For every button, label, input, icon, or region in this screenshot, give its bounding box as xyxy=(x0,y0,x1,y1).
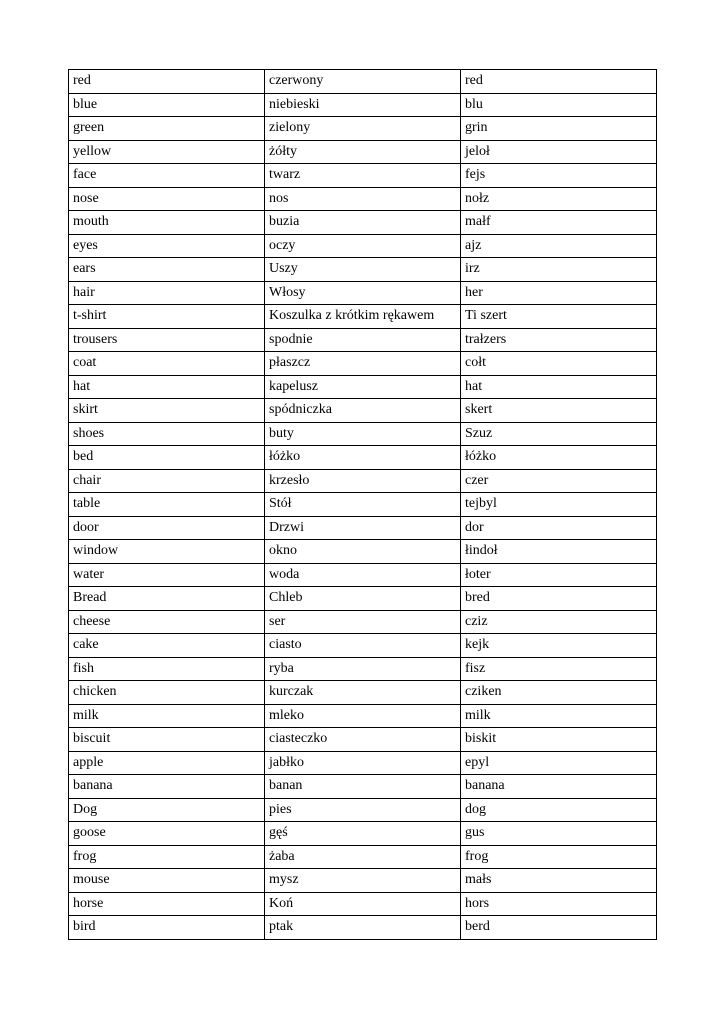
table-row xyxy=(69,845,657,869)
english-word-cell: water xyxy=(69,563,265,587)
english-word-cell: cake xyxy=(69,634,265,658)
polish-translation-cell: kapelusz xyxy=(265,375,461,399)
pronunciation-cell: ajz xyxy=(461,234,657,258)
polish-translation-cell: mleko xyxy=(265,704,461,728)
english-word-cell: coat xyxy=(69,352,265,376)
pronunciation-cell: grin xyxy=(461,117,657,141)
table-row xyxy=(69,728,657,752)
polish-translation-cell: zielony xyxy=(265,117,461,141)
polish-translation-cell: Chleb xyxy=(265,587,461,611)
polish-translation-cell: woda xyxy=(265,563,461,587)
polish-translation-cell: kurczak xyxy=(265,681,461,705)
polish-translation-cell: gęś xyxy=(265,822,461,846)
pronunciation-cell: cziz xyxy=(461,610,657,634)
table-row xyxy=(69,634,657,658)
pronunciation-cell: frog xyxy=(461,845,657,869)
pronunciation-cell: małs xyxy=(461,869,657,893)
vocabulary-table xyxy=(68,69,657,940)
polish-translation-cell: ryba xyxy=(265,657,461,681)
table-row xyxy=(69,211,657,235)
table-row xyxy=(69,352,657,376)
pronunciation-cell: bred xyxy=(461,587,657,611)
table-row xyxy=(69,469,657,493)
english-word-cell: t-shirt xyxy=(69,305,265,329)
table-row xyxy=(69,258,657,282)
pronunciation-cell: dor xyxy=(461,516,657,540)
polish-translation-cell: mysz xyxy=(265,869,461,893)
pronunciation-cell: blu xyxy=(461,93,657,117)
pronunciation-cell: banana xyxy=(461,775,657,799)
english-word-cell: trousers xyxy=(69,328,265,352)
polish-translation-cell: ser xyxy=(265,610,461,634)
english-word-cell: horse xyxy=(69,892,265,916)
polish-translation-cell: Stół xyxy=(265,493,461,517)
pronunciation-cell: trałzers xyxy=(461,328,657,352)
pronunciation-cell: red xyxy=(461,70,657,94)
pronunciation-cell: jelοł xyxy=(461,140,657,164)
table-row xyxy=(69,70,657,94)
table-row xyxy=(69,869,657,893)
pronunciation-cell: skert xyxy=(461,399,657,423)
polish-translation-cell: żaba xyxy=(265,845,461,869)
pronunciation-cell: łóżko xyxy=(461,446,657,470)
table-row xyxy=(69,93,657,117)
polish-translation-cell: spódniczka xyxy=(265,399,461,423)
pronunciation-cell: tejbyl xyxy=(461,493,657,517)
english-word-cell: fish xyxy=(69,657,265,681)
polish-translation-cell: banan xyxy=(265,775,461,799)
pronunciation-cell: irz xyxy=(461,258,657,282)
table-row xyxy=(69,916,657,940)
table-row xyxy=(69,164,657,188)
pronunciation-cell: kejk xyxy=(461,634,657,658)
english-word-cell: blue xyxy=(69,93,265,117)
polish-translation-cell: Drzwi xyxy=(265,516,461,540)
polish-translation-cell: jabłko xyxy=(265,751,461,775)
pronunciation-cell: her xyxy=(461,281,657,305)
english-word-cell: window xyxy=(69,540,265,564)
table-row xyxy=(69,375,657,399)
polish-translation-cell: Włosy xyxy=(265,281,461,305)
table-row xyxy=(69,399,657,423)
table-row xyxy=(69,187,657,211)
polish-translation-cell: buzia xyxy=(265,211,461,235)
pronunciation-cell: łoter xyxy=(461,563,657,587)
pronunciation-cell: małf xyxy=(461,211,657,235)
english-word-cell: apple xyxy=(69,751,265,775)
table-row xyxy=(69,493,657,517)
pronunciation-cell: biskit xyxy=(461,728,657,752)
english-word-cell: hair xyxy=(69,281,265,305)
polish-translation-cell: Uszy xyxy=(265,258,461,282)
polish-translation-cell: Koszulka z krótkim rękawem xyxy=(265,305,461,329)
english-word-cell: red xyxy=(69,70,265,94)
pronunciation-cell: cziken xyxy=(461,681,657,705)
polish-translation-cell: ptak xyxy=(265,916,461,940)
english-word-cell: mouse xyxy=(69,869,265,893)
pronunciation-cell: berd xyxy=(461,916,657,940)
english-word-cell: chicken xyxy=(69,681,265,705)
table-row xyxy=(69,446,657,470)
table-row xyxy=(69,234,657,258)
polish-translation-cell: okno xyxy=(265,540,461,564)
table-row xyxy=(69,822,657,846)
table-row xyxy=(69,540,657,564)
pronunciation-cell: fejs xyxy=(461,164,657,188)
pronunciation-cell: hat xyxy=(461,375,657,399)
table-row xyxy=(69,751,657,775)
english-word-cell: chair xyxy=(69,469,265,493)
english-word-cell: Dog xyxy=(69,798,265,822)
polish-translation-cell: nos xyxy=(265,187,461,211)
english-word-cell: nose xyxy=(69,187,265,211)
table-row xyxy=(69,422,657,446)
pronunciation-cell: milk xyxy=(461,704,657,728)
table-row xyxy=(69,516,657,540)
polish-translation-cell: ciasteczko xyxy=(265,728,461,752)
pronunciation-cell: fisz xyxy=(461,657,657,681)
table-row xyxy=(69,775,657,799)
english-word-cell: mouth xyxy=(69,211,265,235)
english-word-cell: hat xyxy=(69,375,265,399)
pronunciation-cell: dog xyxy=(461,798,657,822)
english-word-cell: green xyxy=(69,117,265,141)
english-word-cell: cheese xyxy=(69,610,265,634)
english-word-cell: frog xyxy=(69,845,265,869)
english-word-cell: face xyxy=(69,164,265,188)
pronunciation-cell: hors xyxy=(461,892,657,916)
english-word-cell: bed xyxy=(69,446,265,470)
polish-translation-cell: spodnie xyxy=(265,328,461,352)
english-word-cell: biscuit xyxy=(69,728,265,752)
pronunciation-cell: nołz xyxy=(461,187,657,211)
table-row xyxy=(69,892,657,916)
english-word-cell: door xyxy=(69,516,265,540)
english-word-cell: eyes xyxy=(69,234,265,258)
table-row xyxy=(69,305,657,329)
english-word-cell: shoes xyxy=(69,422,265,446)
polish-translation-cell: oczy xyxy=(265,234,461,258)
english-word-cell: goose xyxy=(69,822,265,846)
table-row xyxy=(69,563,657,587)
table-row xyxy=(69,610,657,634)
polish-translation-cell: Koń xyxy=(265,892,461,916)
polish-translation-cell: twarz xyxy=(265,164,461,188)
english-word-cell: yellow xyxy=(69,140,265,164)
polish-translation-cell: czerwony xyxy=(265,70,461,94)
pronunciation-cell: cołt xyxy=(461,352,657,376)
english-word-cell: table xyxy=(69,493,265,517)
table-row xyxy=(69,657,657,681)
table-row xyxy=(69,281,657,305)
polish-translation-cell: buty xyxy=(265,422,461,446)
pronunciation-cell: epyl xyxy=(461,751,657,775)
polish-translation-cell: niebieski xyxy=(265,93,461,117)
table-row xyxy=(69,140,657,164)
table-row xyxy=(69,798,657,822)
english-word-cell: skirt xyxy=(69,399,265,423)
vocabulary-table-body xyxy=(69,70,657,940)
english-word-cell: Bread xyxy=(69,587,265,611)
polish-translation-cell: płaszcz xyxy=(265,352,461,376)
polish-translation-cell: ciasto xyxy=(265,634,461,658)
table-row xyxy=(69,328,657,352)
pronunciation-cell: łindoł xyxy=(461,540,657,564)
english-word-cell: banana xyxy=(69,775,265,799)
polish-translation-cell: pies xyxy=(265,798,461,822)
english-word-cell: bird xyxy=(69,916,265,940)
table-row xyxy=(69,681,657,705)
polish-translation-cell: łóżko xyxy=(265,446,461,470)
table-row xyxy=(69,587,657,611)
table-row xyxy=(69,117,657,141)
pronunciation-cell: Szuz xyxy=(461,422,657,446)
pronunciation-cell: czer xyxy=(461,469,657,493)
english-word-cell: ears xyxy=(69,258,265,282)
table-row xyxy=(69,704,657,728)
english-word-cell: milk xyxy=(69,704,265,728)
pronunciation-cell: gus xyxy=(461,822,657,846)
polish-translation-cell: krzesło xyxy=(265,469,461,493)
polish-translation-cell: żółty xyxy=(265,140,461,164)
pronunciation-cell: Ti szert xyxy=(461,305,657,329)
